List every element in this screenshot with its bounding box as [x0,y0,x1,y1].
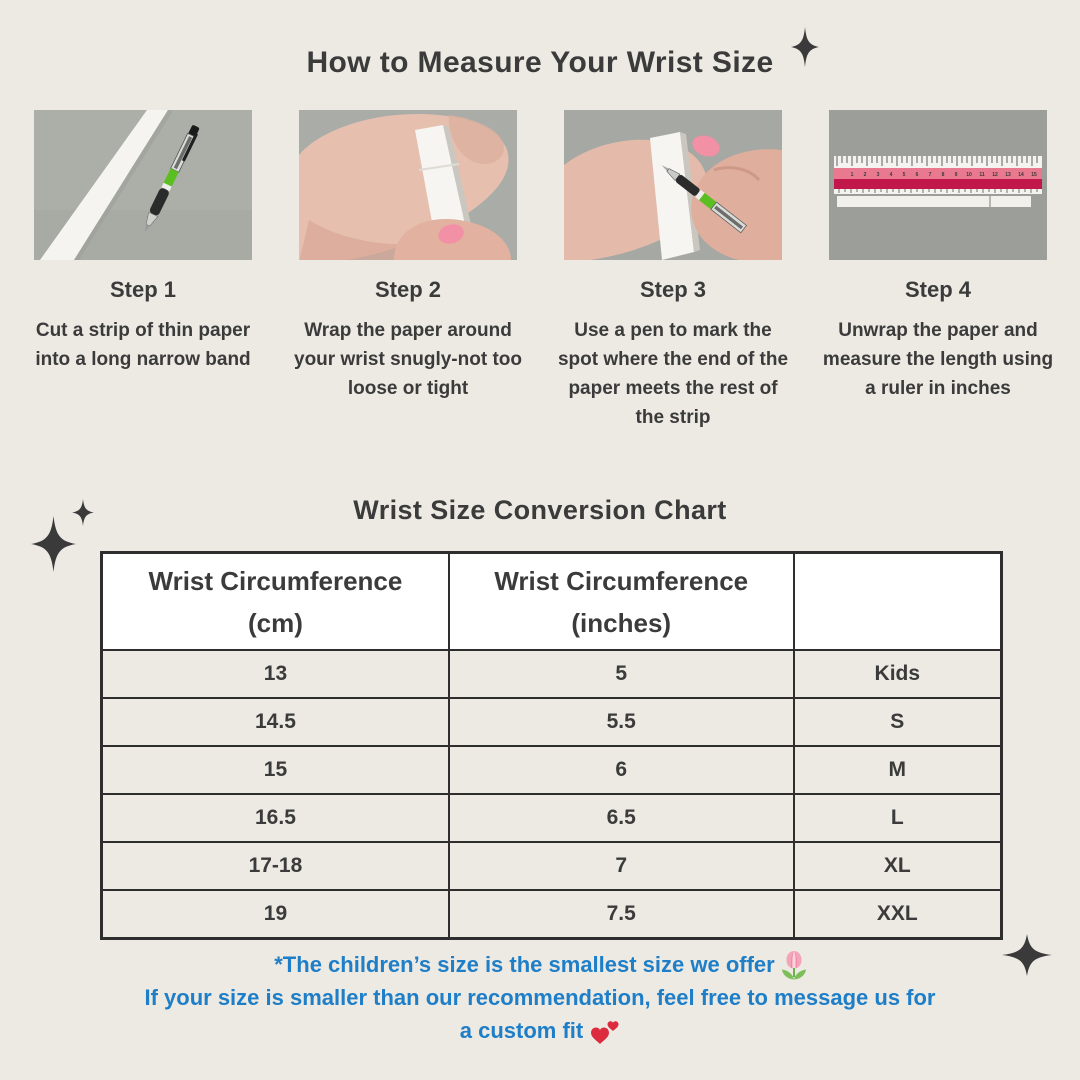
table-cell: 5 [449,650,794,698]
sparkle-icon [791,27,819,67]
footer-line-1: *The children’s size is the smallest size we offer [274,952,775,977]
table-cell: 16.5 [102,794,449,842]
svg-text:4: 4 [889,172,893,178]
table-cell: Kids [794,650,1002,698]
step-2-photo-wrap-wrist [299,110,517,260]
svg-text:8: 8 [941,172,945,178]
table-cell: M [794,746,1002,794]
table-cell: 7.5 [449,890,794,939]
table-cell: 15 [102,746,449,794]
tulip-icon [782,950,806,982]
svg-text:9: 9 [954,172,958,178]
table-cell: 14.5 [102,698,449,746]
table-header-row [102,553,1002,651]
step-3-description: Use a pen to mark the spot where the end of the paper meets the rest of the strip [557,320,789,428]
table-cell: XL [794,842,1002,890]
svg-text:1: 1 [850,172,854,178]
svg-text:2: 2 [863,172,867,178]
svg-text:7: 7 [928,172,932,178]
table-cell: S [794,698,1002,746]
svg-text:15: 15 [1031,172,1037,178]
table-cell: 17-18 [102,842,449,890]
svg-text:3: 3 [876,172,880,178]
svg-text:14: 14 [1018,172,1024,178]
step-3-column [554,110,792,432]
step-4-description: Unwrap the paper and measure the length using a ruler in inches [822,320,1054,399]
table-row [102,746,1002,794]
table-cell: 19 [102,890,449,939]
footer-note [0,948,1080,1047]
wrist-size-conversion-table [100,551,1003,940]
step-3-label: Step 3 [639,277,707,302]
svg-text:11: 11 [979,172,985,178]
page-title: How to Measure Your Wrist Size [306,46,774,79]
svg-text:5: 5 [902,172,906,178]
step-2-column [289,110,527,432]
step-2-description: Wrap the paper around your wrist snugly-not too loose or tight [294,320,522,399]
step-4-label: Step 4 [904,277,972,302]
table-cell: XXL [794,890,1002,939]
step-4-photo-ruler-measure [829,110,1047,260]
footer-line-3: a custom fit [459,1018,584,1043]
conversion-chart-title: Wrist Size Conversion Chart [353,495,727,525]
table-cell: 7 [449,842,794,890]
table-cell: 13 [102,650,449,698]
step-1-photo-paper-and-pen [34,110,252,260]
step-4-column [819,110,1057,432]
table-cell: 5.5 [449,698,794,746]
table-row [102,698,1002,746]
table-row [102,650,1002,698]
step-1-column [24,110,262,432]
table-cell: 6.5 [449,794,794,842]
header-cell-inches: Wrist Circumference (inches) [449,553,794,651]
header-cell-size [794,553,1002,651]
step-1-description: Cut a strip of thin paper into a long narrow band [35,320,251,370]
header-cell-cm: Wrist Circumference (cm) [102,553,449,651]
table-cell: L [794,794,1002,842]
table-cell: 6 [449,746,794,794]
svg-text:13: 13 [1005,172,1011,178]
svg-text:12: 12 [992,172,998,178]
table-row [102,842,1002,890]
table-row [102,794,1002,842]
step-2-label: Step 2 [374,277,442,302]
step-3-photo-mark-with-pen [564,110,782,260]
footer-line-2: If your size is smaller than our recommendation, feel free to message us for [144,985,936,1010]
table-row [102,890,1002,939]
svg-text:10: 10 [966,172,972,178]
steps-row [0,110,1080,432]
svg-text:6: 6 [915,172,919,178]
step-1-label: Step 1 [109,277,177,302]
two-hearts-icon [590,1019,620,1046]
